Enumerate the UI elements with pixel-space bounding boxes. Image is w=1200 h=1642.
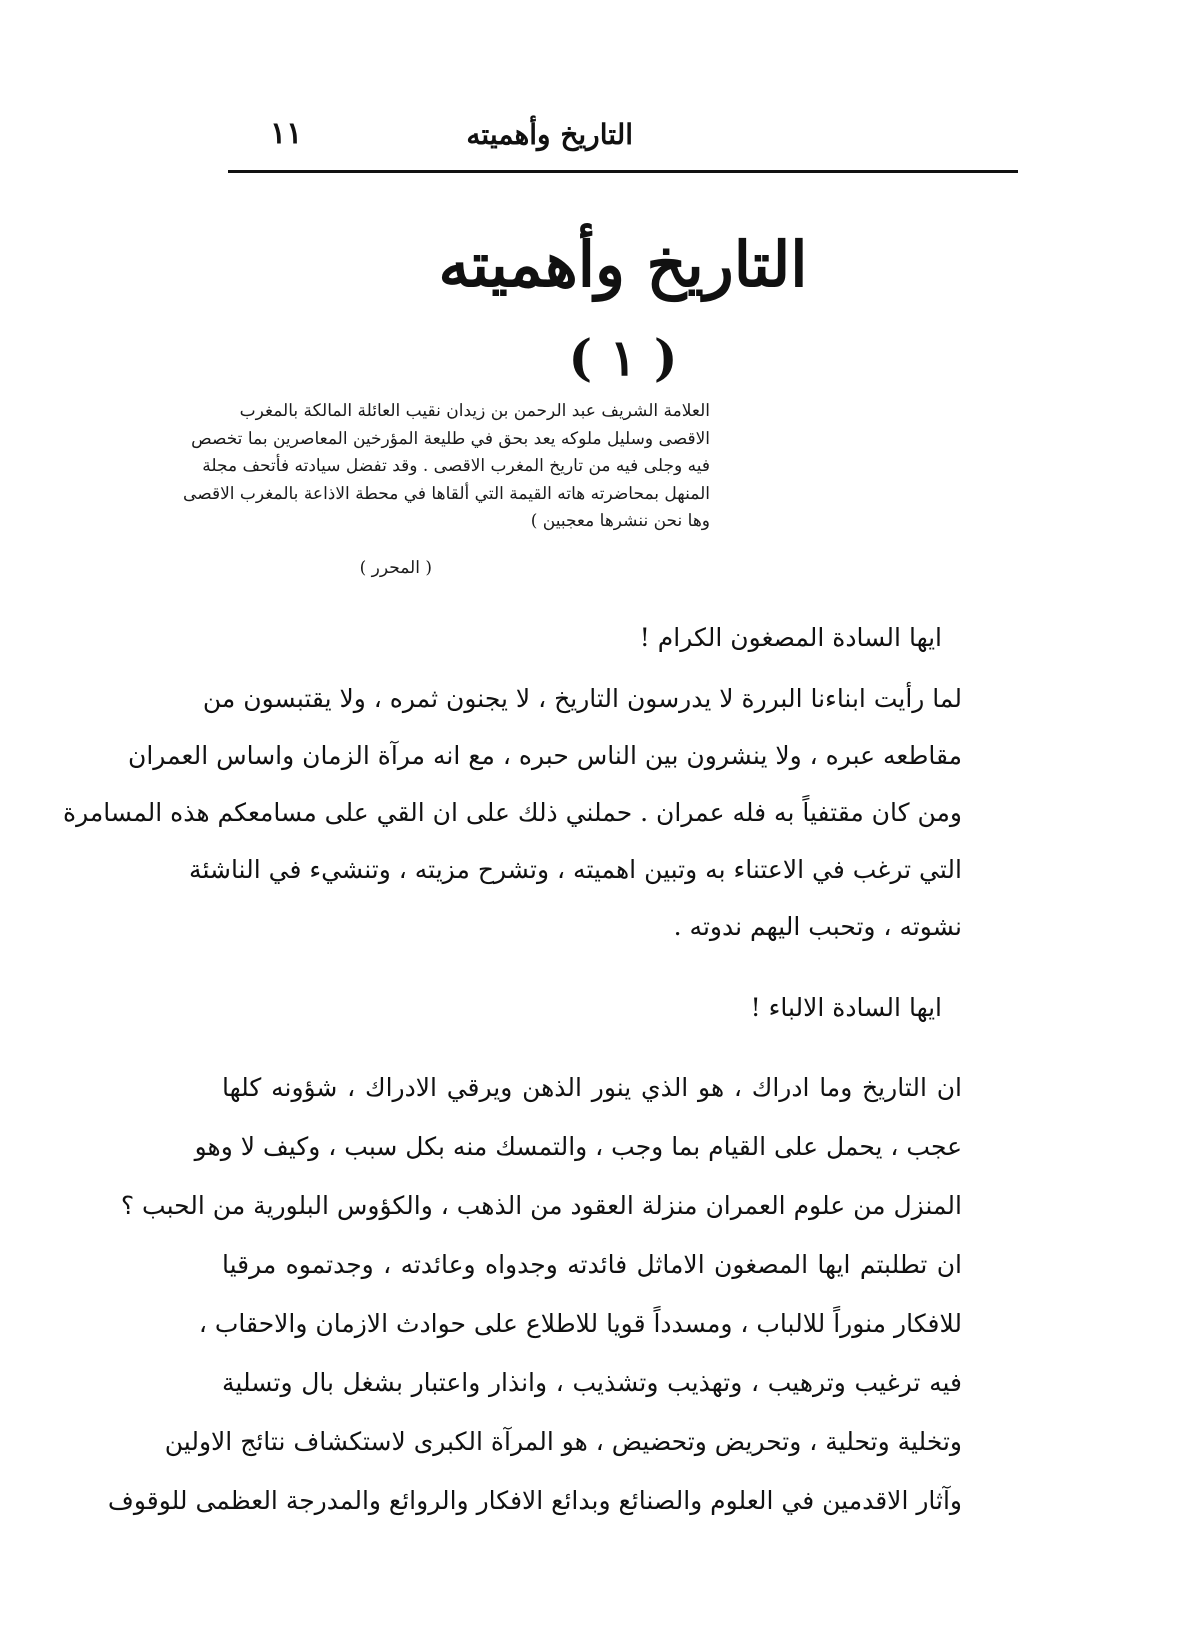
running-head — [228, 112, 1018, 162]
editor-note-line: فيه وجلى فيه من تاريخ المغرب الاقصى . وقد تفضل سيادته فأتحف مجلة — [202, 456, 710, 476]
editor-note-line: وها نحن ننشرها معجبين ) — [530, 511, 710, 531]
article-title: التاريخ وأهميته — [438, 228, 808, 301]
paragraph-line: المنزل من علوم العمران منزلة العقود من الذهب ، والكؤوس البلورية من الحبب ؟ — [120, 1191, 962, 1220]
editor-note-line: الاقصى وسليل ملوكه يعد بحق في طليعة المؤرخين المعاصرين بما تخصص — [191, 428, 710, 449]
paragraph-line: وتخلية وتحلية ، وتحريض وتحضيض ، هو المرآة الكبرى لاستكشاف نتائج الاولين — [164, 1427, 962, 1456]
header-rule — [228, 170, 1018, 173]
paragraph-line: ان تطلبتم ايها المصغون الاماثل فائدته وجدواه وعائدته ، وجدتموه مرقيا — [222, 1250, 962, 1279]
paragraph-line: فيه ترغيب وترهيب ، وتهذيب وتشذيب ، وانذار واعتبار بشغل بال وتسلية — [222, 1368, 962, 1397]
paragraph-line: مقاطعه عبره ، ولا ينشرون بين الناس حبره ، مع انه مرآة الزمان واساس العمران — [127, 741, 962, 770]
paragraph-second — [107, 1058, 962, 1530]
running-head-title: التاريخ وأهميته — [466, 118, 633, 151]
paragraph-line: عجب ، يحمل على القيام بما وجب ، والتمسك منه بكل سبب ، وكيف لا وهو — [194, 1132, 962, 1161]
paragraph-line: لما رأيت ابناءنا البررة لا يدرسون التاريخ ، لا يجنون ثمره ، ولا يقتبسون من — [202, 684, 962, 713]
editor-note-line: العلامة الشريف عبد الرحمن بن زيدان نقيب العائلة المالكة بالمغرب — [239, 401, 710, 421]
paragraph-line: وآثار الاقدمين في العلوم والصنائع وبدائع الافكار والروائع والمدرجة العظمى للوقوف — [107, 1486, 962, 1515]
article-part-number: ( ١ ) — [568, 328, 678, 387]
paragraph-line: نشوته ، وتحبب اليهم ندوته . — [673, 912, 962, 941]
page-number: ١١ — [270, 116, 303, 151]
salutation-second: ايها السادة الالباء ! — [750, 993, 942, 1022]
paragraph-line: التي ترغب في الاعتناء به وتبين اهميته ، وتشرح مزيته ، وتنشيء في الناشئة — [189, 855, 962, 884]
editor-signature: ( المحرر ) — [359, 558, 432, 578]
paragraph-line: ومن كان مقتفياً به فله عمران . حملني ذلك على ان القي على مسامعكم هذه المسامرة — [63, 798, 962, 827]
paragraph-line: ان التاريخ وما ادراك ، هو الذي ينور الذهن ويرقي الادراك ، شؤونه كلها — [222, 1073, 962, 1102]
paragraph-line: للافكار منوراً للالباب ، ومسدداً قويا للاطلاع على حوادث الازمان والاحقاب ، — [198, 1309, 962, 1338]
editor-note-line: المنهل بمحاضرته هاته القيمة التي ألقاها في محطة الاذاعة بالمغرب الاقصى — [183, 483, 710, 504]
paragraph-first — [63, 670, 962, 955]
editor-note — [183, 398, 710, 536]
salutation-first: ايها السادة المصغون الكرام ! — [639, 623, 942, 652]
